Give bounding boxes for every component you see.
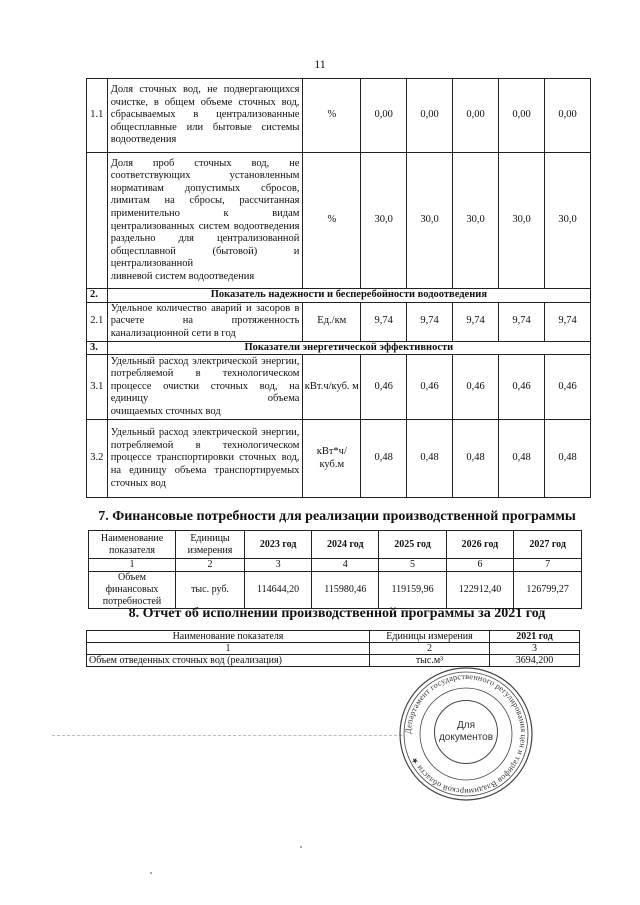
scan-speck: [300, 846, 302, 848]
value-cell: 0,00: [407, 79, 453, 153]
column-header: Единицы измерения: [176, 531, 245, 559]
index-cell: 6: [446, 559, 514, 572]
section-title: Показатель надежности и бесперебойности водоотведения: [107, 289, 590, 303]
section-number: 3.: [87, 341, 108, 355]
value-cell: 126799,27: [514, 572, 582, 609]
value-cell: 30,0: [453, 153, 499, 289]
value-cell: 0,46: [453, 355, 499, 420]
column-header: Наименование показателя: [89, 531, 176, 559]
value-cell: 0,48: [361, 420, 407, 498]
indicator-name: Удельный расход электрической энергии, потребляемой в технологическом процессе транспортировки сточных вод, на единицу объема транспортируемых сточных вод: [107, 420, 303, 498]
value-cell: 0,46: [407, 355, 453, 420]
index-cell: 5: [379, 559, 446, 572]
value-cell: 115980,46: [312, 572, 379, 609]
program-report-table: [86, 630, 580, 667]
value-cell: 0,46: [361, 355, 407, 420]
table-row: [87, 355, 591, 420]
value-cell: 9,74: [545, 302, 591, 341]
value-cell: 114644,20: [245, 572, 312, 609]
value-cell: 122912,40: [446, 572, 514, 609]
stamp-line-1: Для: [456, 720, 476, 731]
value-cell: 9,74: [499, 302, 545, 341]
section-header-row: [87, 341, 591, 355]
value-cell: 0,46: [545, 355, 591, 420]
row-number: 3.1: [87, 355, 108, 420]
value-cell: 9,74: [407, 302, 453, 341]
table-header-row: [89, 531, 582, 559]
page-number: 11: [314, 57, 326, 71]
table-index-row: [87, 643, 580, 655]
column-header: 2023 год: [245, 531, 312, 559]
indicator-name: Доля сточных вод, не подвергающихся очистке, в общем объеме сточных вод, сбрасываемых в централизованные общесплавные или бытовые системы водоотведения: [107, 79, 303, 153]
table-row: [87, 655, 580, 667]
table-row: [87, 153, 591, 289]
indicator-name: Удельный расход электрической энергии, потребляемой в технологическом процессе очистки сточных вод, на единицу объема очищаемых сточных вод: [107, 355, 303, 420]
indicator-name: Объем финансовых потребностей: [89, 572, 176, 609]
value-cell: 9,74: [453, 302, 499, 341]
unit-cell: Ед./км: [303, 302, 361, 341]
row-number: [87, 153, 108, 289]
column-header: 2027 год: [514, 531, 582, 559]
value-cell: 3694,200: [490, 655, 580, 667]
section-title: Показатели энергетической эффективности: [107, 341, 590, 355]
stamp-center: [434, 700, 498, 764]
stamp-ring-text: Департамент государственного регулирования цен и тарифов Владимирской области ★: [403, 671, 529, 797]
value-cell: 0,48: [407, 420, 453, 498]
section-number: 2.: [87, 289, 108, 303]
department-stamp: [398, 666, 534, 802]
row-number: 2.1: [87, 302, 108, 341]
financial-needs-table: [88, 530, 582, 609]
column-header: Наименование показателя: [87, 631, 370, 643]
section-header-row: [87, 289, 591, 303]
value-cell: 0,48: [545, 420, 591, 498]
value-cell: 0,00: [361, 79, 407, 153]
indicators-table: [86, 78, 591, 498]
value-cell: 30,0: [499, 153, 545, 289]
table-header-row: [87, 631, 580, 643]
index-cell: 4: [312, 559, 379, 572]
unit-cell: кВт*ч/куб.м: [303, 420, 361, 498]
value-cell: 9,74: [361, 302, 407, 341]
table-row: [89, 572, 582, 609]
row-number: 3.2: [87, 420, 108, 498]
index-cell: 7: [514, 559, 582, 572]
index-cell: 1: [89, 559, 176, 572]
value-cell: 0,48: [453, 420, 499, 498]
row-number: 1.1: [87, 79, 108, 153]
unit-cell: тыс.м³: [370, 655, 490, 667]
index-cell: 2: [176, 559, 245, 572]
section-8-heading: 8. Отчет об исполнении производственной программы за 2021 год: [128, 606, 546, 621]
column-header: Единицы измерения: [370, 631, 490, 643]
value-cell: 0,48: [499, 420, 545, 498]
value-cell: 0,46: [499, 355, 545, 420]
column-header: 2026 год: [446, 531, 514, 559]
indicator-name: Объем отведенных сточных вод (реализация): [87, 655, 370, 667]
value-cell: 0,00: [499, 79, 545, 153]
index-cell: 3: [490, 643, 580, 655]
value-cell: 30,0: [545, 153, 591, 289]
indicator-name: Доля проб сточных вод, не соответствующих установленным нормативам допустимых сбросов, лимитам на сбросы, рассчитанная применительно к видам централизованных систем водоотведения раздельно для централизованной общесплавной (бытовой) и централизованной ливневой систем водоотведения: [107, 153, 303, 289]
column-header: 2025 год: [379, 531, 446, 559]
unit-cell: %: [303, 153, 361, 289]
stamp-line-2: документов: [438, 732, 494, 743]
scan-speck: [150, 872, 152, 874]
value-cell: 119159,96: [379, 572, 446, 609]
column-header: 2021 год: [490, 631, 580, 643]
index-cell: 2: [370, 643, 490, 655]
table-index-row: [89, 559, 582, 572]
value-cell: 0,00: [453, 79, 499, 153]
table-row: [87, 420, 591, 498]
indicator-name: Удельное количество аварий и засоров в расчете на протяженность канализационной сети в год: [107, 302, 303, 341]
value-cell: 30,0: [361, 153, 407, 289]
value-cell: 0,00: [545, 79, 591, 153]
scan-artifact-line: [52, 735, 402, 736]
column-header: 2024 год: [312, 531, 379, 559]
index-cell: 1: [87, 643, 370, 655]
table-row: [87, 79, 591, 153]
unit-cell: кВт.ч/куб. м: [303, 355, 361, 420]
unit-cell: тыс. руб.: [176, 572, 245, 609]
unit-cell: %: [303, 79, 361, 153]
index-cell: 3: [245, 559, 312, 572]
table-row: [87, 302, 591, 341]
value-cell: 30,0: [407, 153, 453, 289]
section-7-heading: 7. Финансовые потребности для реализации производственной программы: [98, 509, 576, 524]
